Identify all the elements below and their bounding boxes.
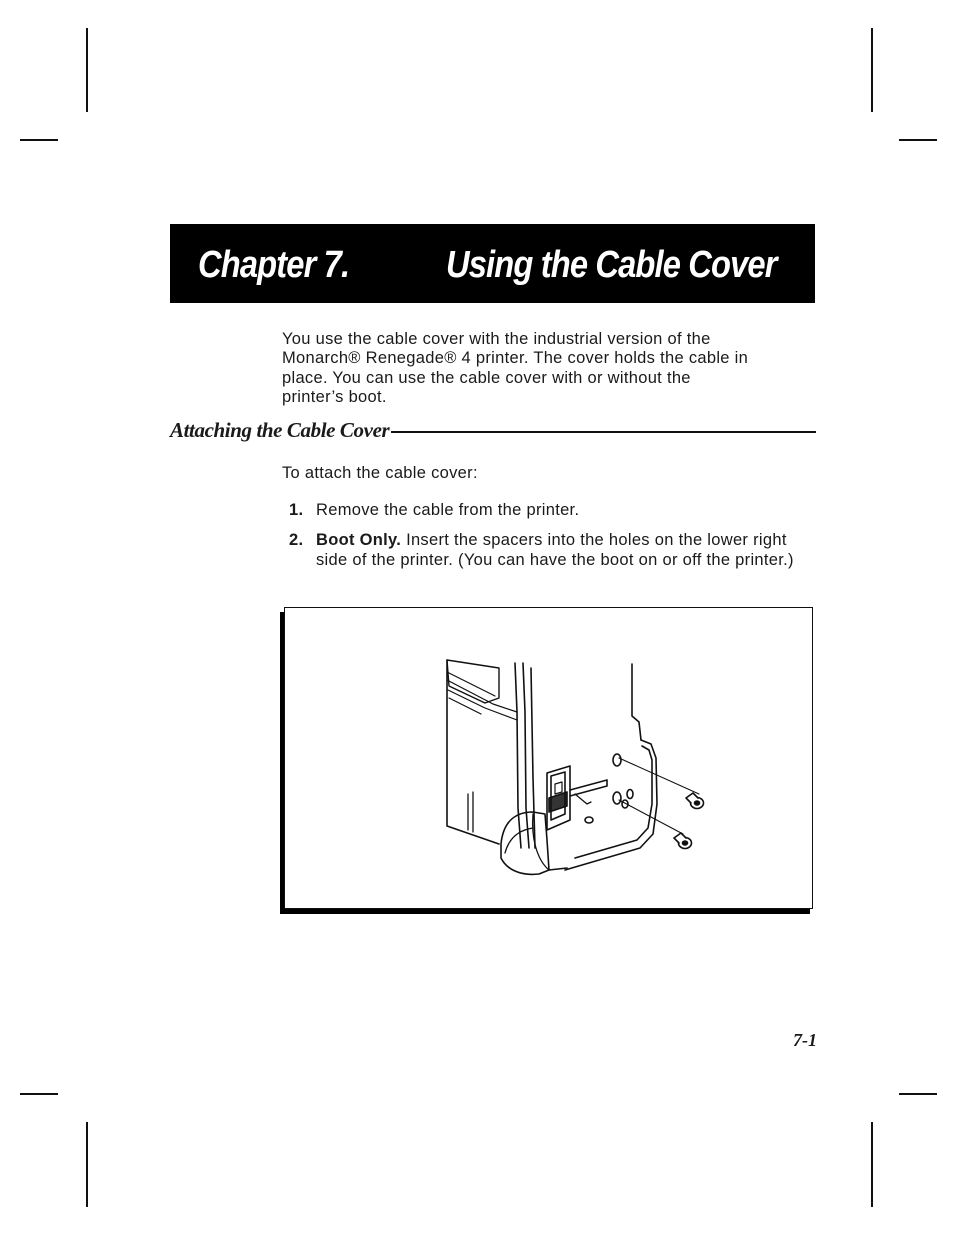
intro-line: place. You can use the cable cover with or without the: [282, 368, 691, 387]
crop-mark-bottom-left-horizontal: [20, 1093, 58, 1095]
section-heading-text: Attaching the Cable Cover: [170, 418, 390, 442]
chapter-number: Chapter 7.: [198, 244, 350, 286]
intro-line: Monarch® Renegade® 4 printer. The cover holds the cable in: [282, 349, 749, 368]
crop-mark-top-right-vertical: [871, 28, 873, 112]
page-number: 7-1: [793, 1030, 817, 1050]
crop-mark-bottom-left-vertical: [86, 1122, 88, 1207]
step-body: [316, 530, 816, 570]
chapter-banner: [170, 224, 815, 303]
chapter-title: Using the Cable Cover: [446, 244, 777, 286]
crop-mark-bottom-right-vertical: [871, 1122, 873, 1207]
instructions-lead: To attach the cable cover:: [282, 464, 478, 482]
step-number: 2.: [289, 531, 304, 549]
figure-frame: [284, 607, 813, 909]
step-item: [282, 500, 817, 522]
crop-mark-top-left-vertical: [86, 28, 88, 112]
section-heading: [170, 416, 816, 444]
spacer-top: [686, 793, 704, 809]
crop-mark-top-right-horizontal: [899, 139, 937, 141]
step-text: Insert the spacers into the holes on the lower right side of the printer. (You can have the boot on or off the printer.): [316, 531, 794, 569]
crop-mark-top-left-horizontal: [20, 139, 58, 141]
step-bold-lead: Boot Only.: [316, 531, 402, 549]
step-item: [282, 530, 817, 592]
step-text: Remove the cable from the printer.: [316, 501, 580, 519]
printer-illustration: [285, 608, 812, 908]
intro-paragraph: [282, 330, 817, 407]
intro-line: printer’s boot.: [282, 387, 387, 406]
crop-mark-bottom-right-horizontal: [899, 1093, 937, 1095]
intro-line: You use the cable cover with the industrial version of the: [282, 330, 711, 348]
spacer-bottom: [674, 833, 692, 849]
step-number: 1.: [289, 501, 304, 519]
